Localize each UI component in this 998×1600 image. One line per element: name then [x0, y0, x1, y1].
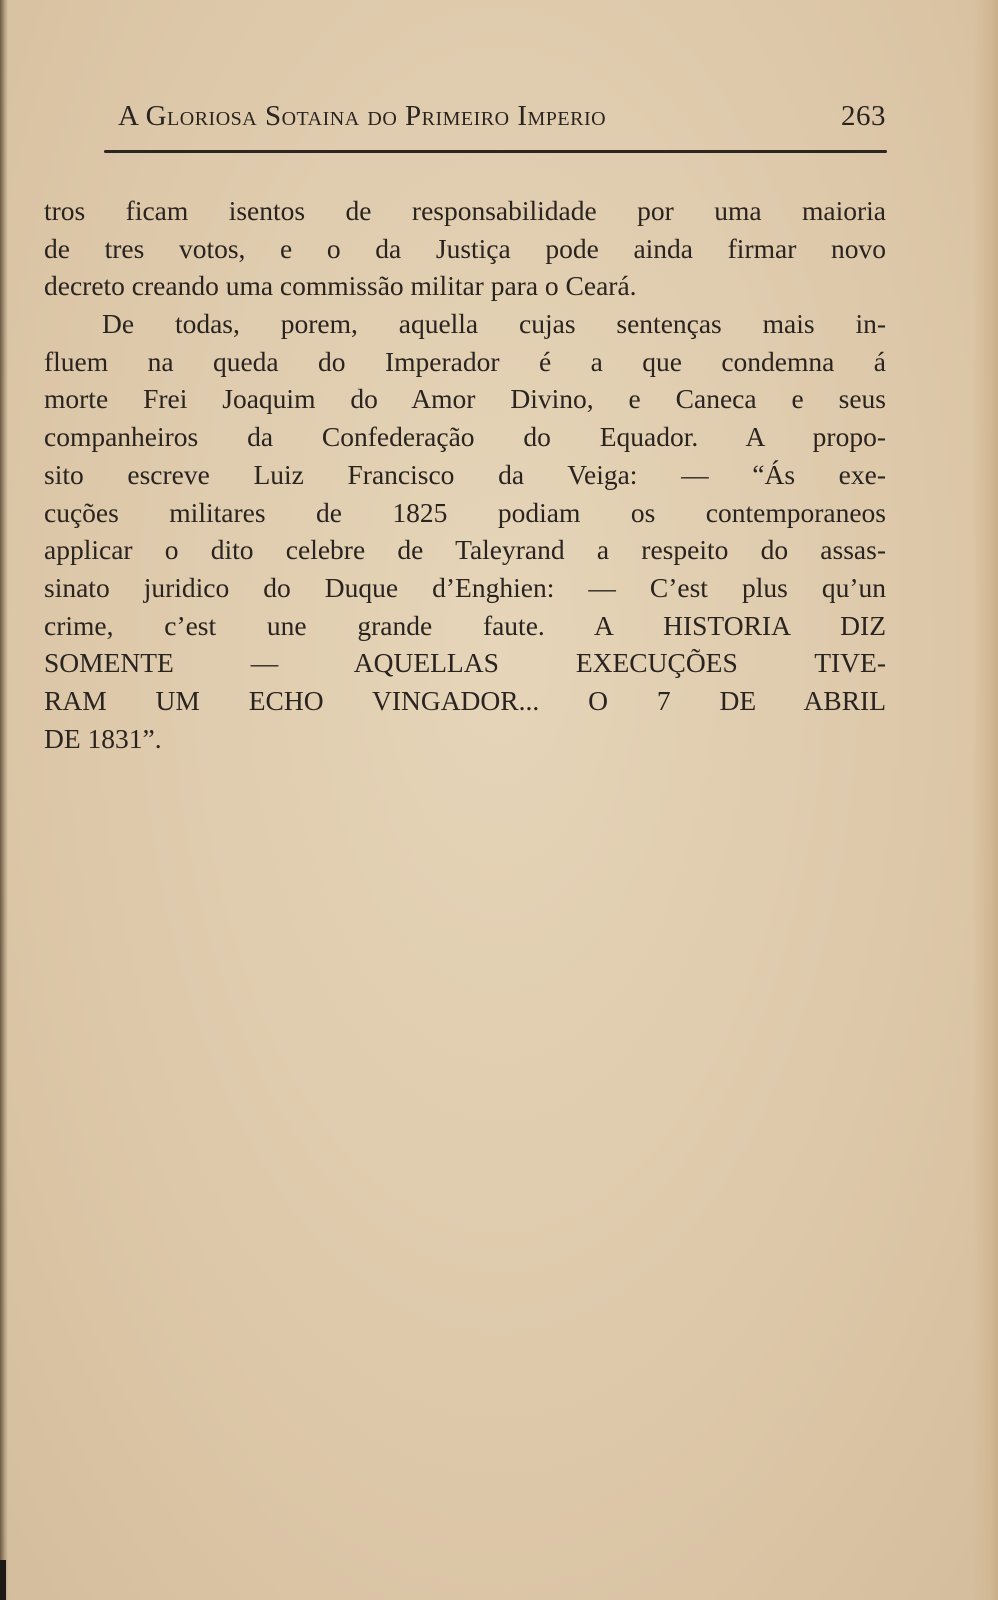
body-text [44, 192, 886, 757]
text-line: sinato juridico do Duque d’Enghien: — C’est plus qu’un [44, 571, 886, 603]
paragraph-1 [44, 192, 886, 305]
text-line: tros ficam isentos de responsabilidade por uma maioria [44, 195, 886, 226]
header-rule [104, 150, 887, 153]
paragraph-2 [44, 305, 886, 757]
text-line: De todas, porem, aquella cujas sentenças mais in- [102, 308, 886, 340]
page-edge-shadow [0, 1560, 6, 1600]
text-line: RAM UM ECHO VINGADOR... O 7 DE ABRIL [44, 684, 886, 716]
text-line: crime, c’est une grande faute. A HISTORIA DIZ [44, 609, 886, 641]
text-line: companheiros da Confederação do Equador. A propo- [44, 421, 886, 453]
text-line: decreto creando uma commissão militar para o Ceará. [44, 270, 637, 302]
text-line: fluem na queda do Imperador é a que condemna á [44, 345, 886, 377]
text-line: applicar o dito celebre de Taleyrand a respeito do assas- [44, 534, 886, 566]
text-line: DE 1831”. [44, 722, 162, 754]
running-head [118, 100, 886, 140]
page-edge-left [0, 0, 8, 1600]
running-head-title: A Gloriosa Sotaina do Primeiro Imperio [118, 100, 607, 132]
text-line: cuções militares de 1825 podiam os contemporaneos [44, 496, 886, 528]
text-line: de tres votos, e o da Justiça pode ainda firmar novo [44, 232, 886, 264]
text-line: sito escreve Luiz Francisco da Veiga: — “Ás exe- [44, 458, 886, 490]
page-edge-right [972, 0, 998, 1600]
text-line: SOMENTE — AQUELLAS EXECUÇÕES TIVE- [44, 647, 886, 679]
text-line: morte Frei Joaquim do Amor Divino, e Caneca e seus [44, 383, 886, 415]
page-number: 263 [841, 100, 886, 132]
